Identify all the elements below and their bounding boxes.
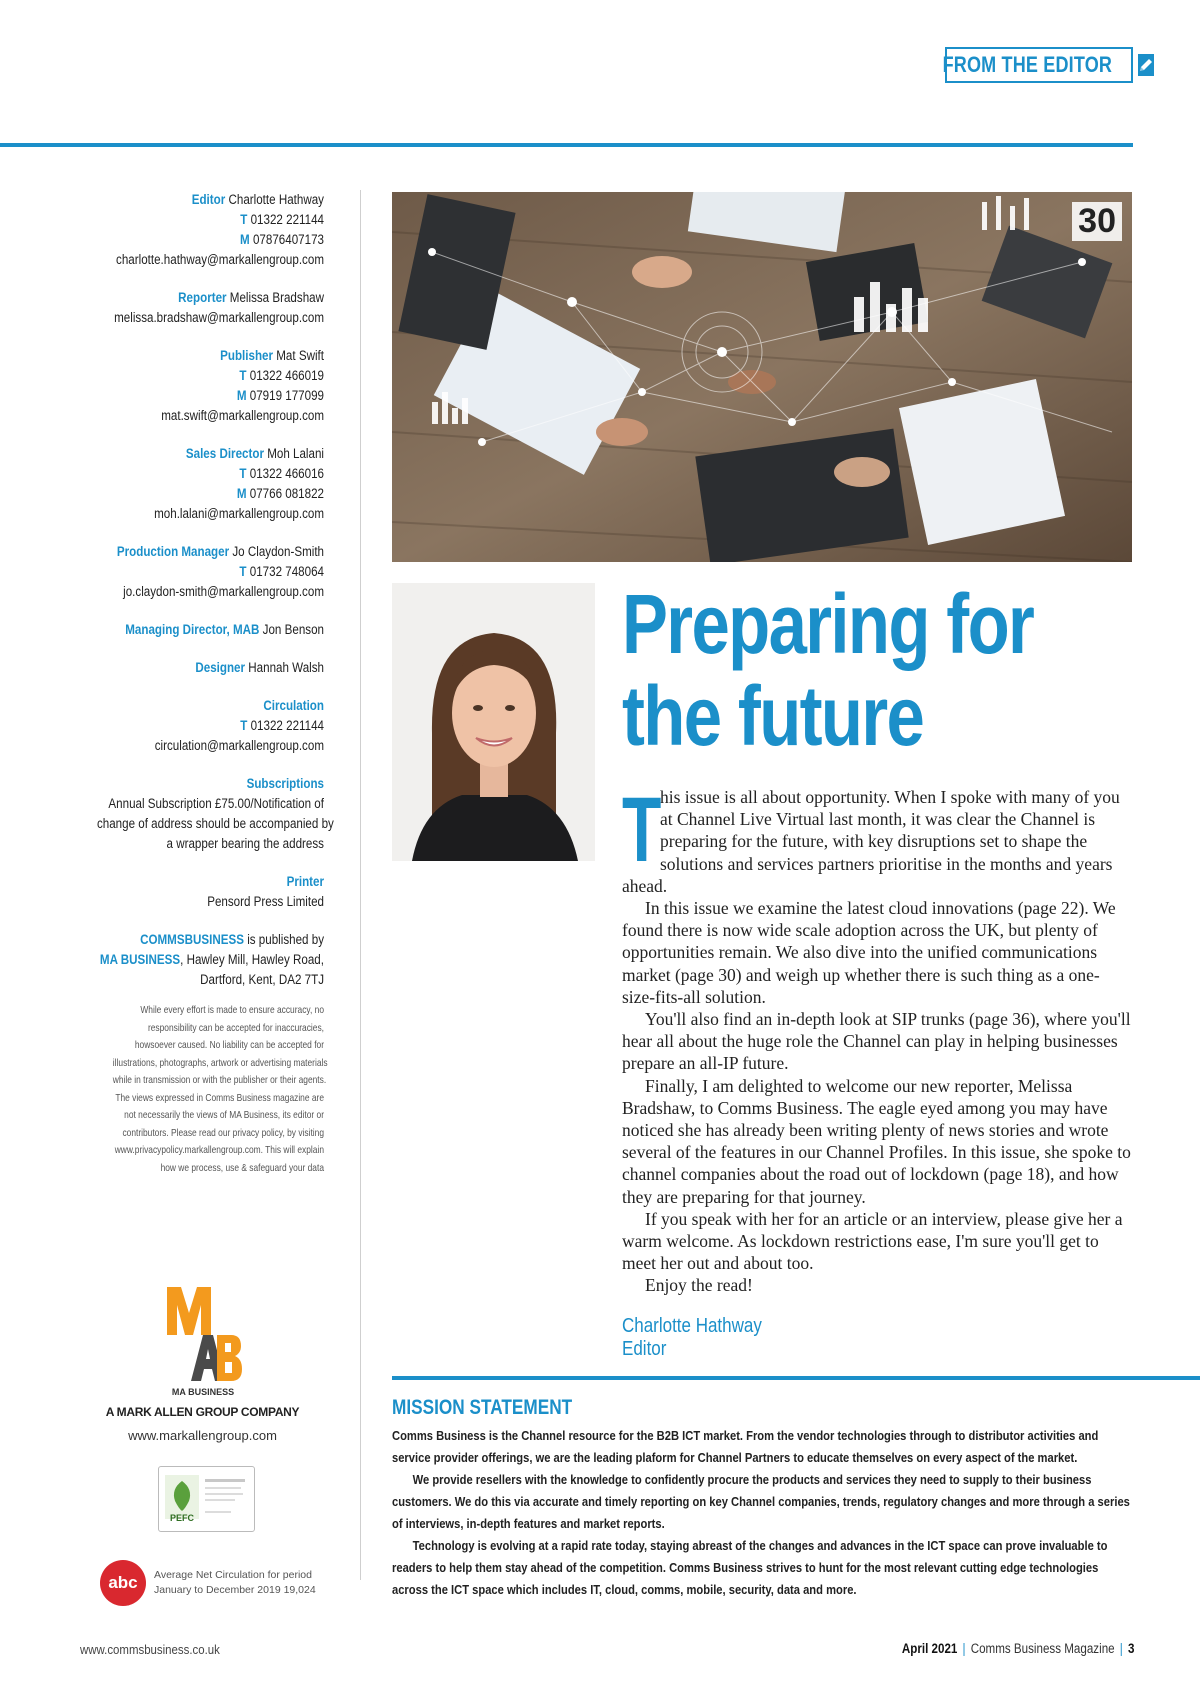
section-label: FROM THE EDITOR	[942, 52, 1112, 77]
paragraph: Finally, I am delighted to welcome our new reporter, Melissa Bradshaw, to Comms Business. The eagle eyed among you may have noticed she has already been writing plenty of news stories and wrote several of the features in our Channel Profiles. In this issue, she spoke to channel companies about the road out of lockdown (page 18), and how they are preparing for that journey.	[622, 1075, 1131, 1207]
email-link[interactable]: jo.claydon-smith@markallengroup.com	[123, 584, 324, 599]
credit-sales-director: Sales Director Moh Lalani T 01322 466016 M 07766 081822 moh.lalani@markallengroup.com	[60, 444, 324, 524]
footer-url-link[interactable]: www.commsbusiness.co.uk	[80, 1642, 220, 1657]
abc-circulation: abc Average Net Circulation for period January to December 2019 19,024	[100, 1560, 316, 1606]
signature-name: Charlotte Hathway	[622, 1315, 762, 1337]
top-rule	[0, 143, 1133, 147]
email-link[interactable]: moh.lalani@markallengroup.com	[154, 506, 324, 521]
publisher-info: COMMSBUSINESS is published by MA BUSINESS, Hawley Mill, Hawley Road, Dartford, Kent, DA2 7TJ	[99, 932, 324, 987]
printer-block: Printer Pensord Press Limited	[207, 874, 324, 909]
credit-circulation: Circulation T 01322 221144 circulation@markallengroup.com	[60, 696, 324, 756]
page-reference: 30	[1072, 202, 1122, 241]
ma-business-logo	[163, 1283, 243, 1398]
editor-portrait	[392, 583, 595, 861]
pefc-label: PEFC	[169, 1513, 195, 1523]
paragraph: If you speak with her for an article or an interview, please give her a warm welcome. As lockdown restrictions ease, I'm sure you'll get to meet her out and about too.	[622, 1208, 1123, 1274]
email-link[interactable]: melissa.bradshaw@markallengroup.com	[114, 310, 325, 325]
credit-reporter: Reporter Melissa Bradshaw melissa.bradshaw@markallengroup.com	[60, 288, 324, 328]
paragraph: T his issue is all about opportunity. When I spoke with many of you at Channel Live Virtual last month, it was clear the Channel is preparing for the future, with key disruptions set to shape the solutions and services partners prioritise in the months and years ahead.	[622, 779, 1120, 896]
paragraph: You'll also find an in-depth look at SIP trunks (page 36), where you'll hear all about the huge role the Channel can play in helping businesses prepare an all-IP future.	[622, 1009, 1131, 1074]
credit-designer: Designer Hannah Walsh	[195, 660, 324, 675]
signature	[622, 1315, 787, 1361]
masthead-credits	[60, 190, 334, 1177]
mission-text	[392, 1425, 1132, 1601]
mission-paragraph: Technology is evolving at a rapid rate today, staying abreast of the changes and advances in the ICT space can prove invaluable to readers to help them stay ahead of the competition. Comms Business strives to hunt for the most relevant cutting edge technologies across the ICT space which includes IT, cloud, comms, mobile, security, data and more.	[392, 1538, 1108, 1597]
abc-logo: abc	[100, 1560, 146, 1606]
column-divider	[360, 190, 361, 1580]
issue-date: April 2021	[901, 1641, 957, 1656]
email-link[interactable]: mat.swift@markallengroup.com	[161, 408, 324, 423]
credit-managing-director: Managing Director, MAB Jon Benson	[125, 622, 324, 637]
mission-rule	[392, 1376, 1200, 1380]
pencil-icon	[1138, 54, 1154, 76]
credit-publisher: Publisher Mat Swift T 01322 466019 M 07919 177099 mat.swift@markallengroup.com	[60, 346, 324, 426]
pefc-badge	[158, 1466, 255, 1532]
publication-name: Comms Business Magazine	[970, 1641, 1115, 1656]
signature-role: Editor	[622, 1338, 667, 1360]
credit-editor: Editor Charlotte Hathway T 01322 221144 M 07876407173 charlotte.hathway@markallengroup.com	[60, 190, 324, 270]
mission-title: MISSION STATEMENT	[392, 1396, 573, 1419]
hero-image	[392, 192, 1132, 562]
mab-wordmark: MA BUSINESS	[171, 1387, 235, 1397]
disclaimer: While every effort is made to ensure accuracy, no responsibility can be accepted for inaccuracies, howsoever caused. No liability can be accepted for illustrations, photographs, artwork or advertising materials while in transmission or with the publisher or their agents. The views expressed in Comms Business magazine are not necessarily the views of MA Business, its editor or contributors. Please read our privacy policy, by visiting www.privacypolicy.markallengroup.com. This will explain how we process, use & safeguard your data	[112, 1004, 328, 1174]
mission-paragraph: Comms Business is the Channel resource for the B2B ICT market. From the vendor technologies through to distributor activities and service provider offerings, we are the leading plaform for Channel Partners to educate themselves on every aspect of the market.	[392, 1428, 1099, 1465]
paragraph: Enjoy the read!	[645, 1275, 753, 1296]
privacy-link[interactable]: www.privacypolicy.markallengroup.com. This will explain	[114, 1144, 324, 1156]
section-tag	[942, 47, 1133, 83]
drop-cap: T	[622, 779, 662, 881]
email-link[interactable]: circulation@markallengroup.com	[154, 738, 324, 753]
mab-caption: A MARK ALLEN GROUP COMPANY	[105, 1405, 300, 1419]
mission-paragraph: We provide resellers with the knowledge to confidently procure the products and services they need to supply to their business customers. We do this via accurate and timely reporting on key Channel companies, trends, regulatory changes and more through a series of interviews, in-depth features and market reports.	[392, 1472, 1130, 1531]
page-number: 3	[1127, 1641, 1134, 1656]
article-body	[622, 779, 1132, 1297]
paragraph: In this issue we examine the latest cloud innovations (page 22). We found there is now wide scale adoption across the UK, but plenty of opportunities remain. We also dive into the unified communications market (page 30) and weigh up whether there is such thing as a one-size-fits-all solution.	[622, 898, 1116, 1007]
article-headline: Preparing for the future	[622, 577, 1034, 763]
subscriptions-block: Subscriptions Annual Subscription £75.00/Notification of change of address should be accompanied by a wrapper bearing the address	[96, 776, 334, 851]
footer-issue-info: April 2021 | Comms Business Magazine | 3	[901, 1641, 1134, 1656]
email-link[interactable]: charlotte.hathway@markallengroup.com	[116, 252, 324, 267]
mab-url-link[interactable]: www.markallengroup.com	[128, 1428, 277, 1443]
credit-production-manager: Production Manager Jo Claydon-Smith T 01732 748064 jo.claydon-smith@markallengroup.com	[60, 542, 324, 602]
